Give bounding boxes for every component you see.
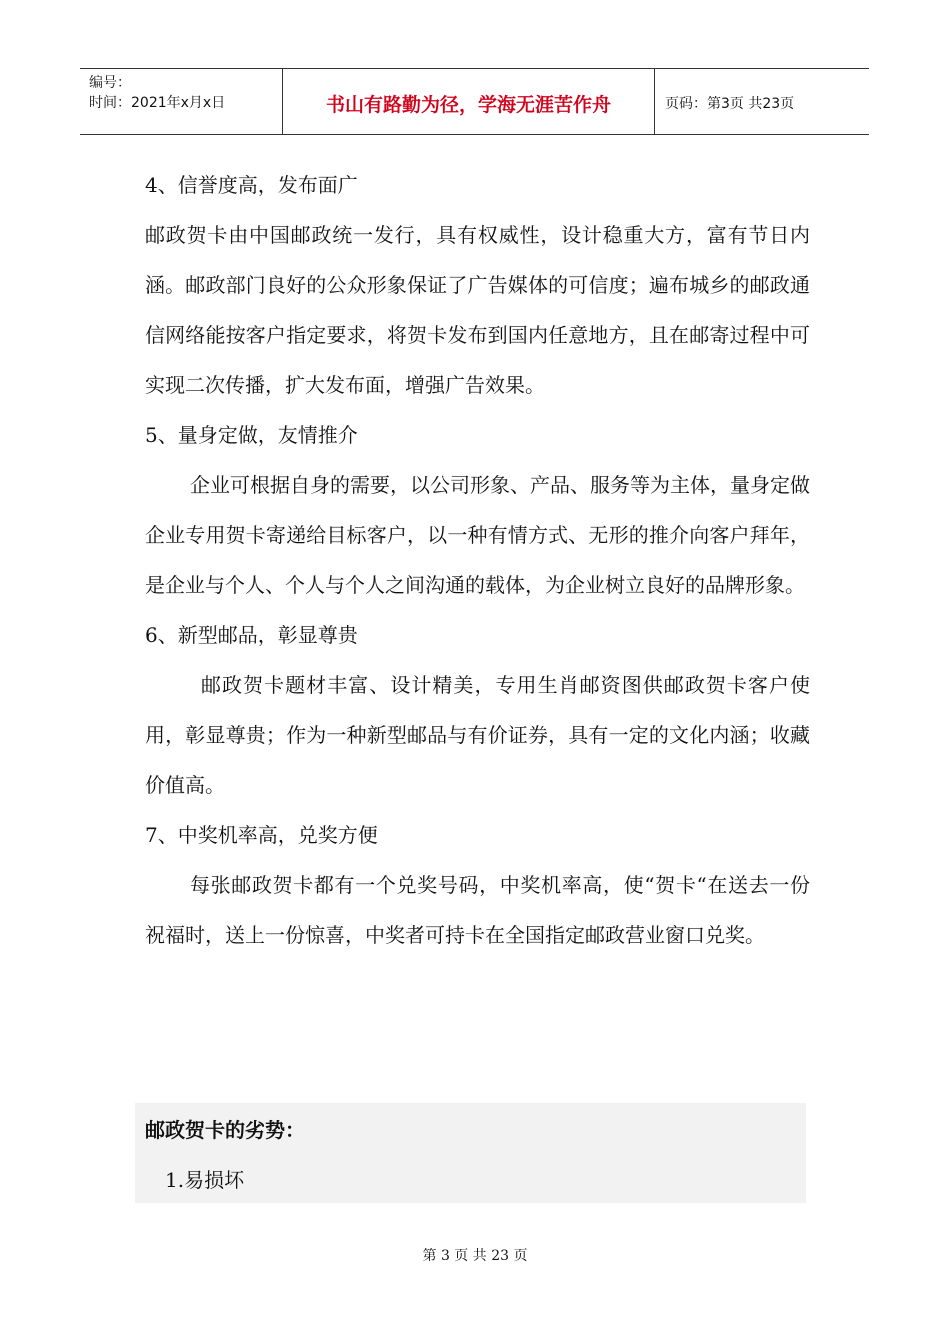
document-number-label: 编号： bbox=[89, 75, 131, 91]
document-body bbox=[145, 160, 810, 960]
header-meta bbox=[80, 69, 283, 134]
section-heading-6: 6、新型邮品，彰显尊贵 bbox=[145, 623, 358, 647]
page-header bbox=[80, 68, 869, 135]
document-date: 时间：2021年x月x日 bbox=[89, 95, 226, 111]
paragraph-new-product: 邮政贺卡题材丰富、设计精美，专用生肖邮资图供邮政贺卡客户使用，彰显尊贵；作为一种新型邮品与有价证券，具有一定的文化内涵；收藏价值高。 bbox=[145, 673, 810, 797]
disadvantage-title: 邮政贺卡的劣势： bbox=[145, 1118, 305, 1142]
paragraph-lottery: 每张邮政贺卡都有一个兑奖号码，中奖机率高，使“贺卡“在送去一份祝福时，送上一份惊喜，中奖者可持卡在全国指定邮政营业窗口兑奖。 bbox=[145, 873, 810, 947]
section-heading-7: 7、中奖机率高，兑奖方便 bbox=[145, 823, 378, 847]
disadvantage-item-1: 1.易损坏 bbox=[165, 1168, 245, 1192]
section-heading-4: 4、信誉度高，发布面广 bbox=[145, 173, 358, 197]
paragraph-credibility: 邮政贺卡由中国邮政统一发行，具有权威性，设计稳重大方，富有节日内涵。邮政部门良好的公众形象保证了广告媒体的可信度；遍布城乡的邮政通信网络能按客户指定要求，将贺卡发布到国内任意地方，且在邮寄过程中可实现二次传播，扩大发布面，增强广告效果。 bbox=[145, 223, 810, 397]
paragraph-customization: 企业可根据自身的需要，以公司形象、产品、服务等为主体，量身定做企业专用贺卡寄递给目标客户，以一种有情方式、无形的推介向客户拜年，是企业与个人、个人与个人之间沟通的载体，为企业树立良好的品牌形象。 bbox=[145, 473, 810, 597]
header-page-info: 页码：第3页 共23页 bbox=[665, 96, 795, 112]
section-heading-5: 5、量身定做，友情推介 bbox=[145, 423, 358, 447]
header-motto: 书山有路勤为径，学海无涯苦作舟 bbox=[283, 69, 655, 134]
disadvantage-section bbox=[135, 1103, 806, 1203]
page-footer: 第 3 页 共 23 页 bbox=[422, 1248, 528, 1264]
